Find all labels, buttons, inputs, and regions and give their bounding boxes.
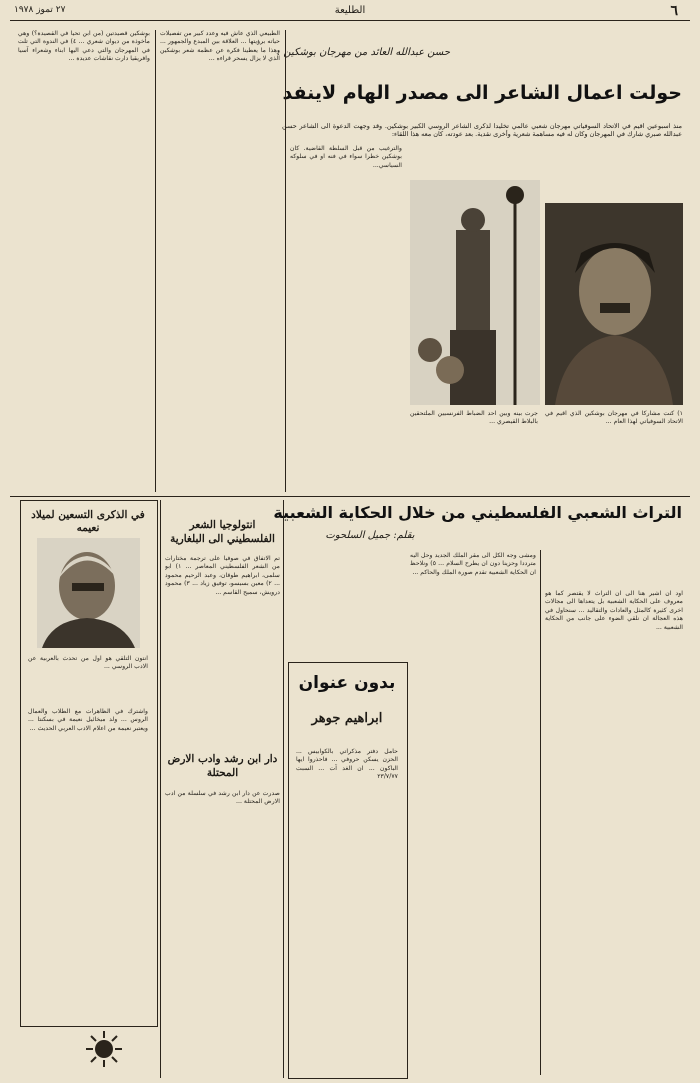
article1-intro: منذ اسبوعين اقيم في الاتحاد السوفياتي مهرجان شعبي عالمي تخليدا لذكرى الشاعر الروسي الكبير بوشكين. وقد وجهت الدعوة الى الشاعر حسن عبدالله صبري شارك في المهرجان وكان له فيه مساهمة شعرية وأخرى نقدية. بعد عودته، كان معه هذا اللقاء: [282,122,682,139]
sun-ornament-icon [85,1030,123,1068]
anthology-title: انتولوجيا الشعر الفلسطيني الى البلغارية [170,519,275,545]
article2-column-a: اود ان اشير هنا الى ان التراث لا يقتصر كما هو معروف على الحكاية الشعبية بل يتعداها الى مجالات اخرى كثيرة كالمثل والعادات والتقاليد ... سنحاول في هذه العجالة ان نلقي الضوء على جانب من الحكاية الشعبية ... [545,590,683,631]
statue-photo [410,180,540,405]
poem-title: بدون عنوان [298,673,396,693]
article2-column-b: ومشى وجه الكل الى مقر الملك الجديد وحل اليه مترددا وحزينا دون ان يطرح السلام ... ٥) ونلاحظ ان الحكاية الشعبية تقدم صورة الملك والحاكم ... [410,552,536,576]
article1-column-1: والترغيب من قبل السلطة القاضية. كان بوشكين خطرا سواء في فنه او في سلوكه السياسي... [290,145,402,169]
section-rule [10,496,690,497]
poem-author: ابراهيم جوهر [311,711,383,726]
section-title: الطليعة [334,5,366,16]
naimy-portrait-photo [37,538,140,648]
tribute-title: في الذكرى التسعين لميلاد نعيمه [31,509,145,534]
anthology-text: تم الاتفاق في صوفيا على ترجمة مختارات من الشعر الفلسطيني المعاصر ... ١) ابو سلمى، ابراهيم طوقان، وعبد الرحيم محمود ... ٢) معين بسيسو، توفيق زياد ... ٣) محمود درويش، سميح القاسم ... [165,555,280,596]
poem-text: حامل دفتر مذكراتي بالكوابيس ... الحزن يسكن حروفي ... فاحذروا ايها الباكون ... ان الغد آت ... السبت ٢٣/٧/٧٧ [296,748,398,781]
article1-column-2: الطبيعي الذي عاش فيه وعدد كبير من تفصيلات حياته برؤيتها ... العلاقة بين المبدع والجمهور ... وهذا ما يعطينا فكرة عن عظمة شعر بوشكين الذي لا يزال يسحر قراءه ... [160,30,280,63]
column-rule [160,500,161,1078]
masthead-rule [10,20,690,21]
photo-caption-right: ١) كنت مشاركا في مهرجان بوشكين الذي اقيم في الاتحاد السوفياتي لهذا العام ... [545,410,683,426]
column-rule [155,30,156,492]
page-number: ٦ [670,3,678,19]
tribute-caption: انتون التلقي هو اول من تحدث بالعربية عن الادب الروسي ... [28,655,148,671]
photo-caption-left: جرت بينه وبين احد الضباط الفرنسيين الملتحقين بالبلاط القيصري ... [410,410,538,426]
issue-date: ٢٧ تموز ١٩٧٨ [14,5,66,15]
column-rule [540,550,541,1075]
article1-byline: حسن عبدالله العائد من مهرجان بوشكين : [276,47,450,58]
article1-column-3: بوشكين قصيدتين (من ابن تحيا في القصيدة؟) وهي مأخوذة من ديوان شعري ... ٤) في الندوة التي تلت في المهرجان والتي دعي اليها ابناء وشعراء آسيا وافريقيا دارت نقاشات عديدة ... [18,30,150,63]
article1-headline: حولت اعمال الشاعر الى مصدر الهام لاينفد [282,82,682,104]
column-rule [285,30,286,492]
poet-portrait-photo [545,203,683,405]
tribute-text: واشترك في الظاهرات مع الطلاب والعمال الروس ... ولد ميخائيل نعيمة في بسكنتا ... ويعتبر نعيمة من اعلام الادب العربي الحديث ... [28,708,148,732]
ibn-rushd-text: صدرت عن دار ابن رشد في سلسلة من ادب الارض المحتلة ... [165,790,280,806]
ibn-rushd-title: دار ابن رشد وادب الارض المحتلة [167,753,278,779]
article2-headline: التراث الشعبي الفلسطيني من خلال الحكاية الشعبية [273,503,682,522]
article2-byline: بقلم: جميل السلحوت [325,530,415,541]
column-rule [283,500,284,1078]
